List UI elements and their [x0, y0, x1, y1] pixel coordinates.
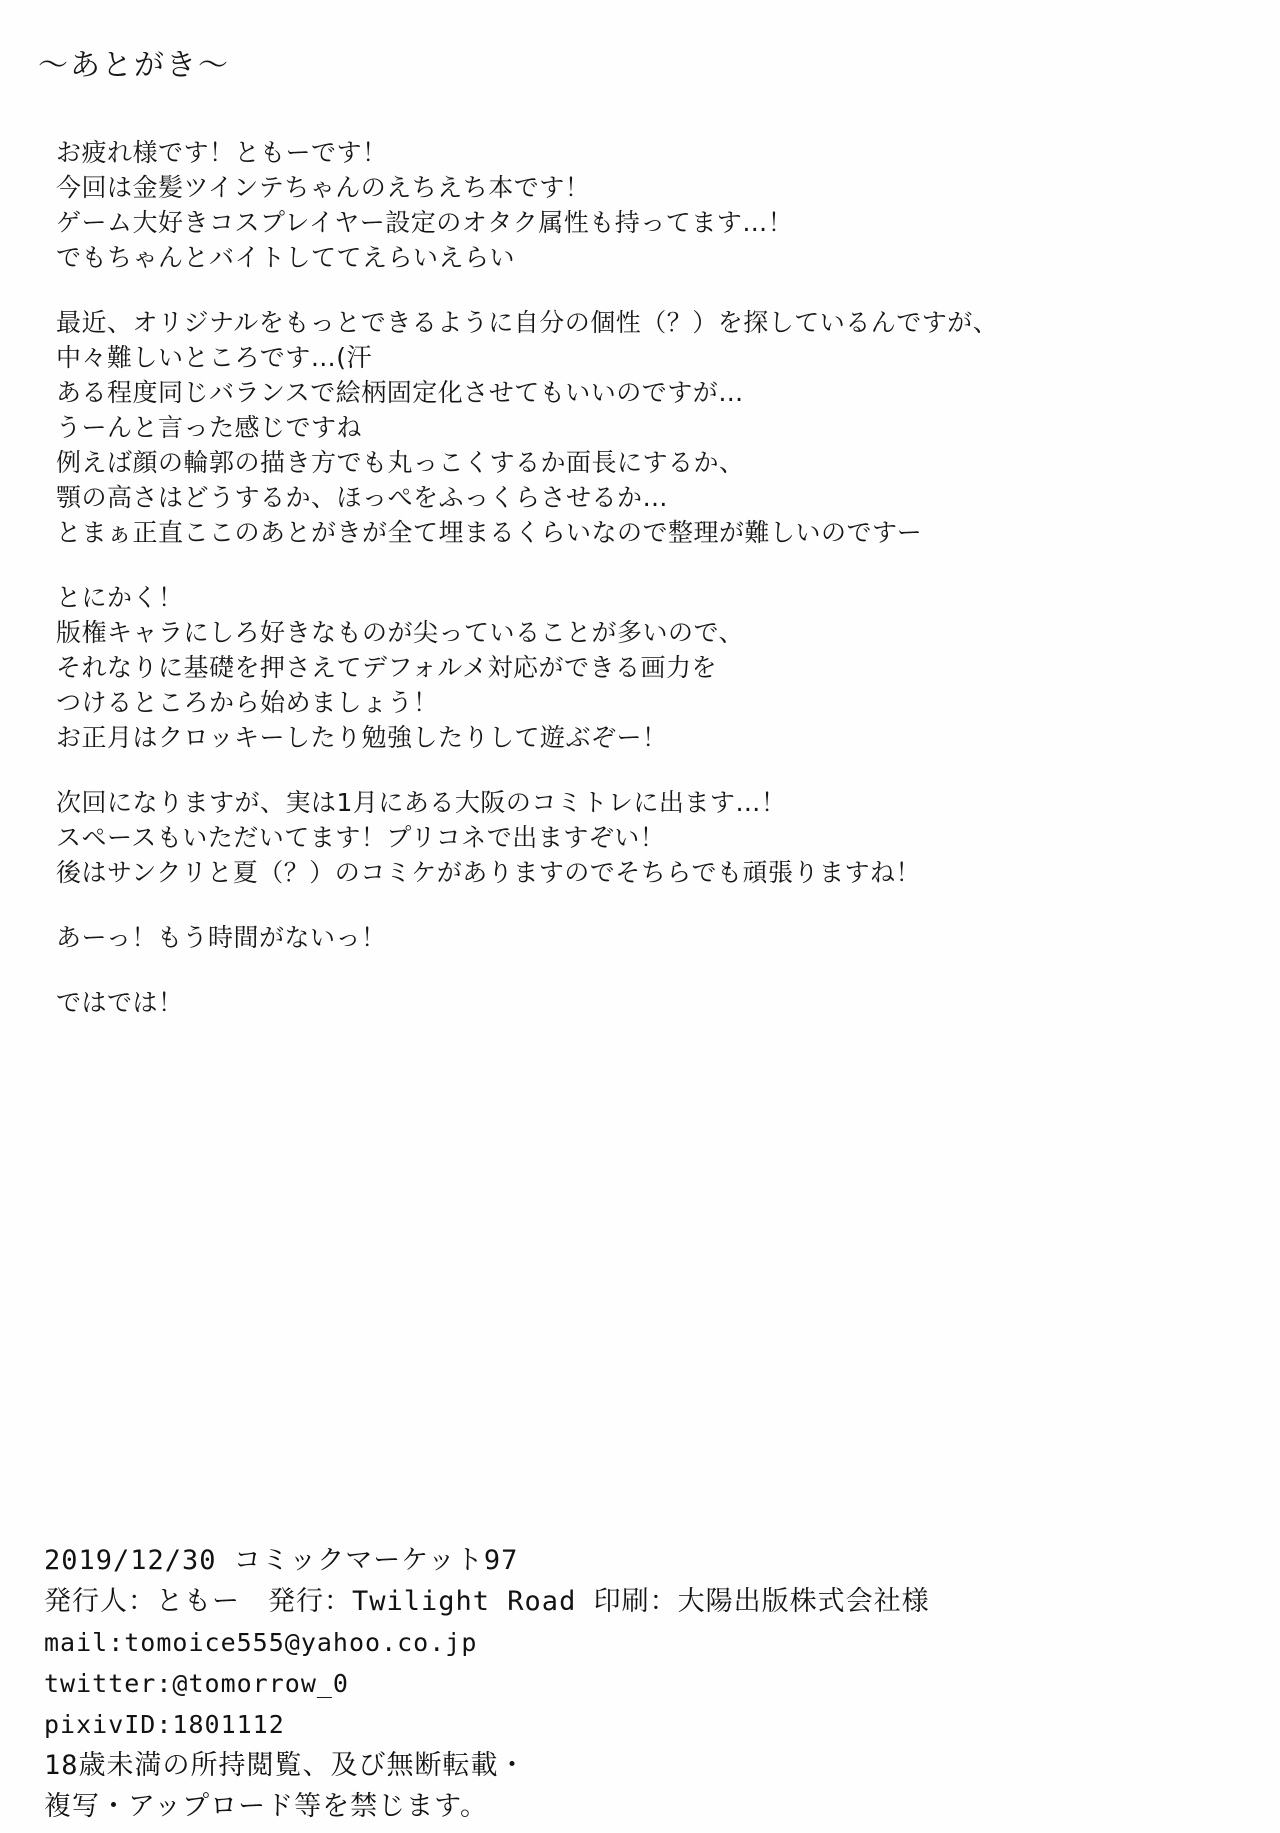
afterword-line: うーんと言った感じですね: [56, 413, 363, 442]
afterword-paragraph: [56, 580, 1116, 755]
afterword-line: 次回になりますが、実は1月にある大阪のコミトレに出ます…！: [56, 788, 787, 817]
colophon-pixiv-id: pixivID:1801112: [44, 1710, 285, 1739]
afterword-body: [56, 135, 1116, 1020]
colophon: [44, 1540, 1144, 1827]
afterword-line: 最近、オリジナルをもっとできるように自分の個性（？）を探しているんですが、: [56, 308, 999, 337]
colophon-twitter: twitter:@tomorrow_0: [44, 1669, 349, 1698]
colophon-notice-line-1: 18歳未満の所持閲覧、及び無断転載・: [44, 1750, 527, 1781]
afterword-line: お正月はクロッキーしたり勉強したりして遊ぶぞー！: [56, 723, 668, 752]
afterword-paragraph: [56, 785, 1116, 890]
afterword-line: つけるところから始めましょう！: [56, 688, 439, 717]
afterword-line: あーっ！もう時間がないっ！: [56, 923, 387, 952]
afterword-line: とまぁ正直ここのあとがきが全て埋まるくらいなので整理が難しいのですー: [56, 518, 923, 547]
afterword-line: とにかく！: [56, 583, 184, 612]
afterword-paragraph: [56, 920, 1116, 955]
afterword-line: お疲れ様です！ともーです！: [56, 138, 388, 167]
colophon-event-date: 2019/12/30 コミックマーケット97: [44, 1545, 519, 1576]
afterword-paragraph: [56, 985, 1116, 1020]
afterword-line: でもちゃんとバイトしててえらいえらい: [56, 243, 516, 272]
afterword-line: 後はサンクリと夏（？）のコミケがありますのでそちらでも頑張りますね！: [56, 858, 922, 887]
afterword-line: スペースもいただいてます！プリコネで出ますぞい！: [56, 823, 666, 852]
afterword-line: ではでは！: [56, 988, 184, 1017]
afterword-paragraph: [56, 305, 1116, 550]
afterword-line: ゲーム大好きコスプレイヤー設定のオタク属性も持ってます…！: [56, 208, 794, 237]
colophon-publisher: 発行人：ともー 発行：Twilight Road 印刷：大陽出版株式会社様: [44, 1586, 930, 1617]
afterword-line: 例えば顔の輪郭の描き方でも丸っこくするか面長にするか、: [56, 448, 745, 477]
afterword-paragraph: [56, 135, 1116, 275]
afterword-line: 版権キャラにしろ好きなものが尖っていることが多いので、: [56, 618, 745, 647]
afterword-line: それなりに基礎を押さえてデフォルメ対応ができる画力を: [56, 653, 718, 682]
afterword-line: 顎の高さはどうするか、ほっぺをふっくらさせるか…: [56, 483, 669, 512]
colophon-mail: mail:tomoice555@yahoo.co.jp: [44, 1628, 478, 1657]
afterword-line: 中々難しいところです…(汗: [56, 343, 373, 372]
colophon-notice-line-2: 複写・アップロード等を禁じます。: [44, 1791, 488, 1822]
afterword-line: 今回は金髪ツインテちゃんのえちえち本です！: [56, 173, 591, 202]
afterword-line: ある程度同じバランスで絵柄固定化させてもいいのですが…: [56, 378, 744, 407]
page-title: ～あとがき～: [38, 48, 230, 83]
